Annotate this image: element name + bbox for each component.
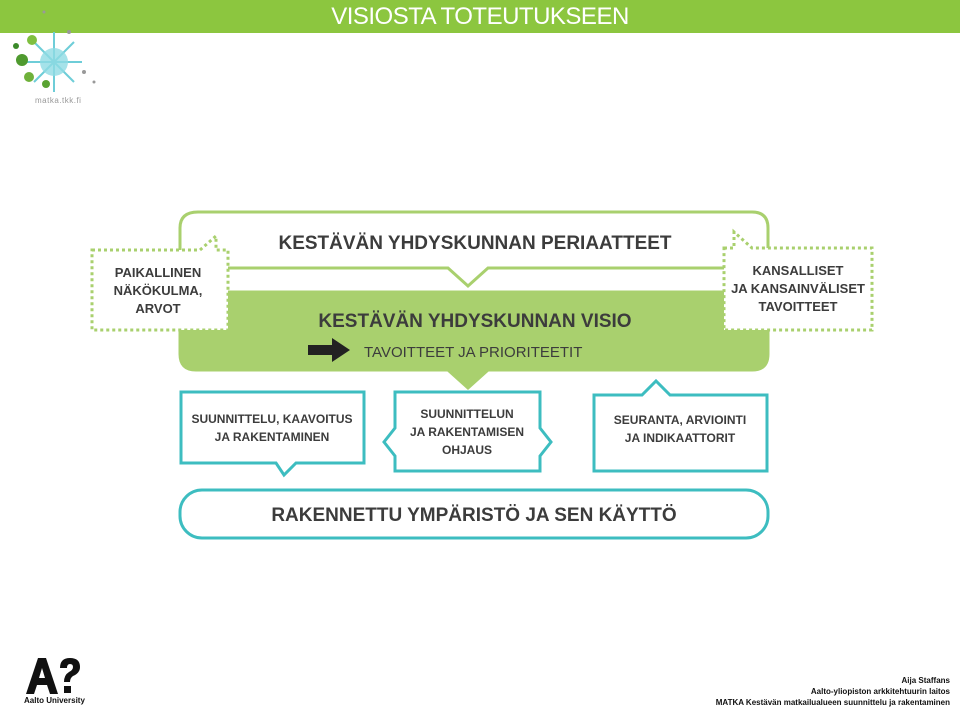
slide-title: VISIOSTA TOTEUTUKSEEN xyxy=(331,3,629,30)
national-line-1: KANSALLISET xyxy=(752,263,844,278)
local-line-3: ARVOT xyxy=(135,301,181,316)
monitoring-line-2: JA INDIKAATTORIT xyxy=(624,431,736,445)
logo-url: matka.tkk.fi xyxy=(35,96,82,105)
footer xyxy=(716,675,950,708)
steering-line-2: JA RAKENTAMISEN xyxy=(409,425,525,439)
local-line-2: NÄKÖKULMA, xyxy=(113,283,203,298)
national-line-2: JA KANSAINVÄLISET xyxy=(731,281,865,296)
vision-label: KESTÄVÄN YHDYSKUNNAN VISIO xyxy=(318,311,632,332)
footer-department: Aalto-yliopiston arkkitehtuurin laitos xyxy=(810,687,950,696)
footer-project: MATKA Kestävän matkailualueen suunnittelu ja rakentaminen xyxy=(715,698,950,707)
steering-line-3: OHJAUS xyxy=(441,443,493,457)
aalto-logo-icon xyxy=(24,656,84,696)
goals-label: TAVOITTEET JA PRIORITEETIT xyxy=(364,344,583,361)
principles-label: KESTÄVÄN YHDYSKUNNAN PERIAATTEET xyxy=(278,233,672,254)
planning-line-2: JA RAKENTAMINEN xyxy=(214,430,330,444)
monitoring-line-1: SEURANTA, ARVIOINTI xyxy=(613,413,747,427)
aalto-university-label: Aalto University xyxy=(24,696,85,705)
vision-box xyxy=(180,292,768,388)
national-line-3: TAVOITTEET xyxy=(758,299,838,314)
steering-line-1: SUUNNITTELUN xyxy=(420,407,514,421)
built-environment-label: RAKENNETTU YMPÄRISTÖ JA SEN KÄYTTÖ xyxy=(271,505,677,526)
footer-author: Aija Staffans xyxy=(901,676,950,685)
planning-line-1: SUUNNITTELU, KAAVOITUS xyxy=(191,412,353,426)
local-line-1: PAIKALLINEN xyxy=(114,265,202,280)
